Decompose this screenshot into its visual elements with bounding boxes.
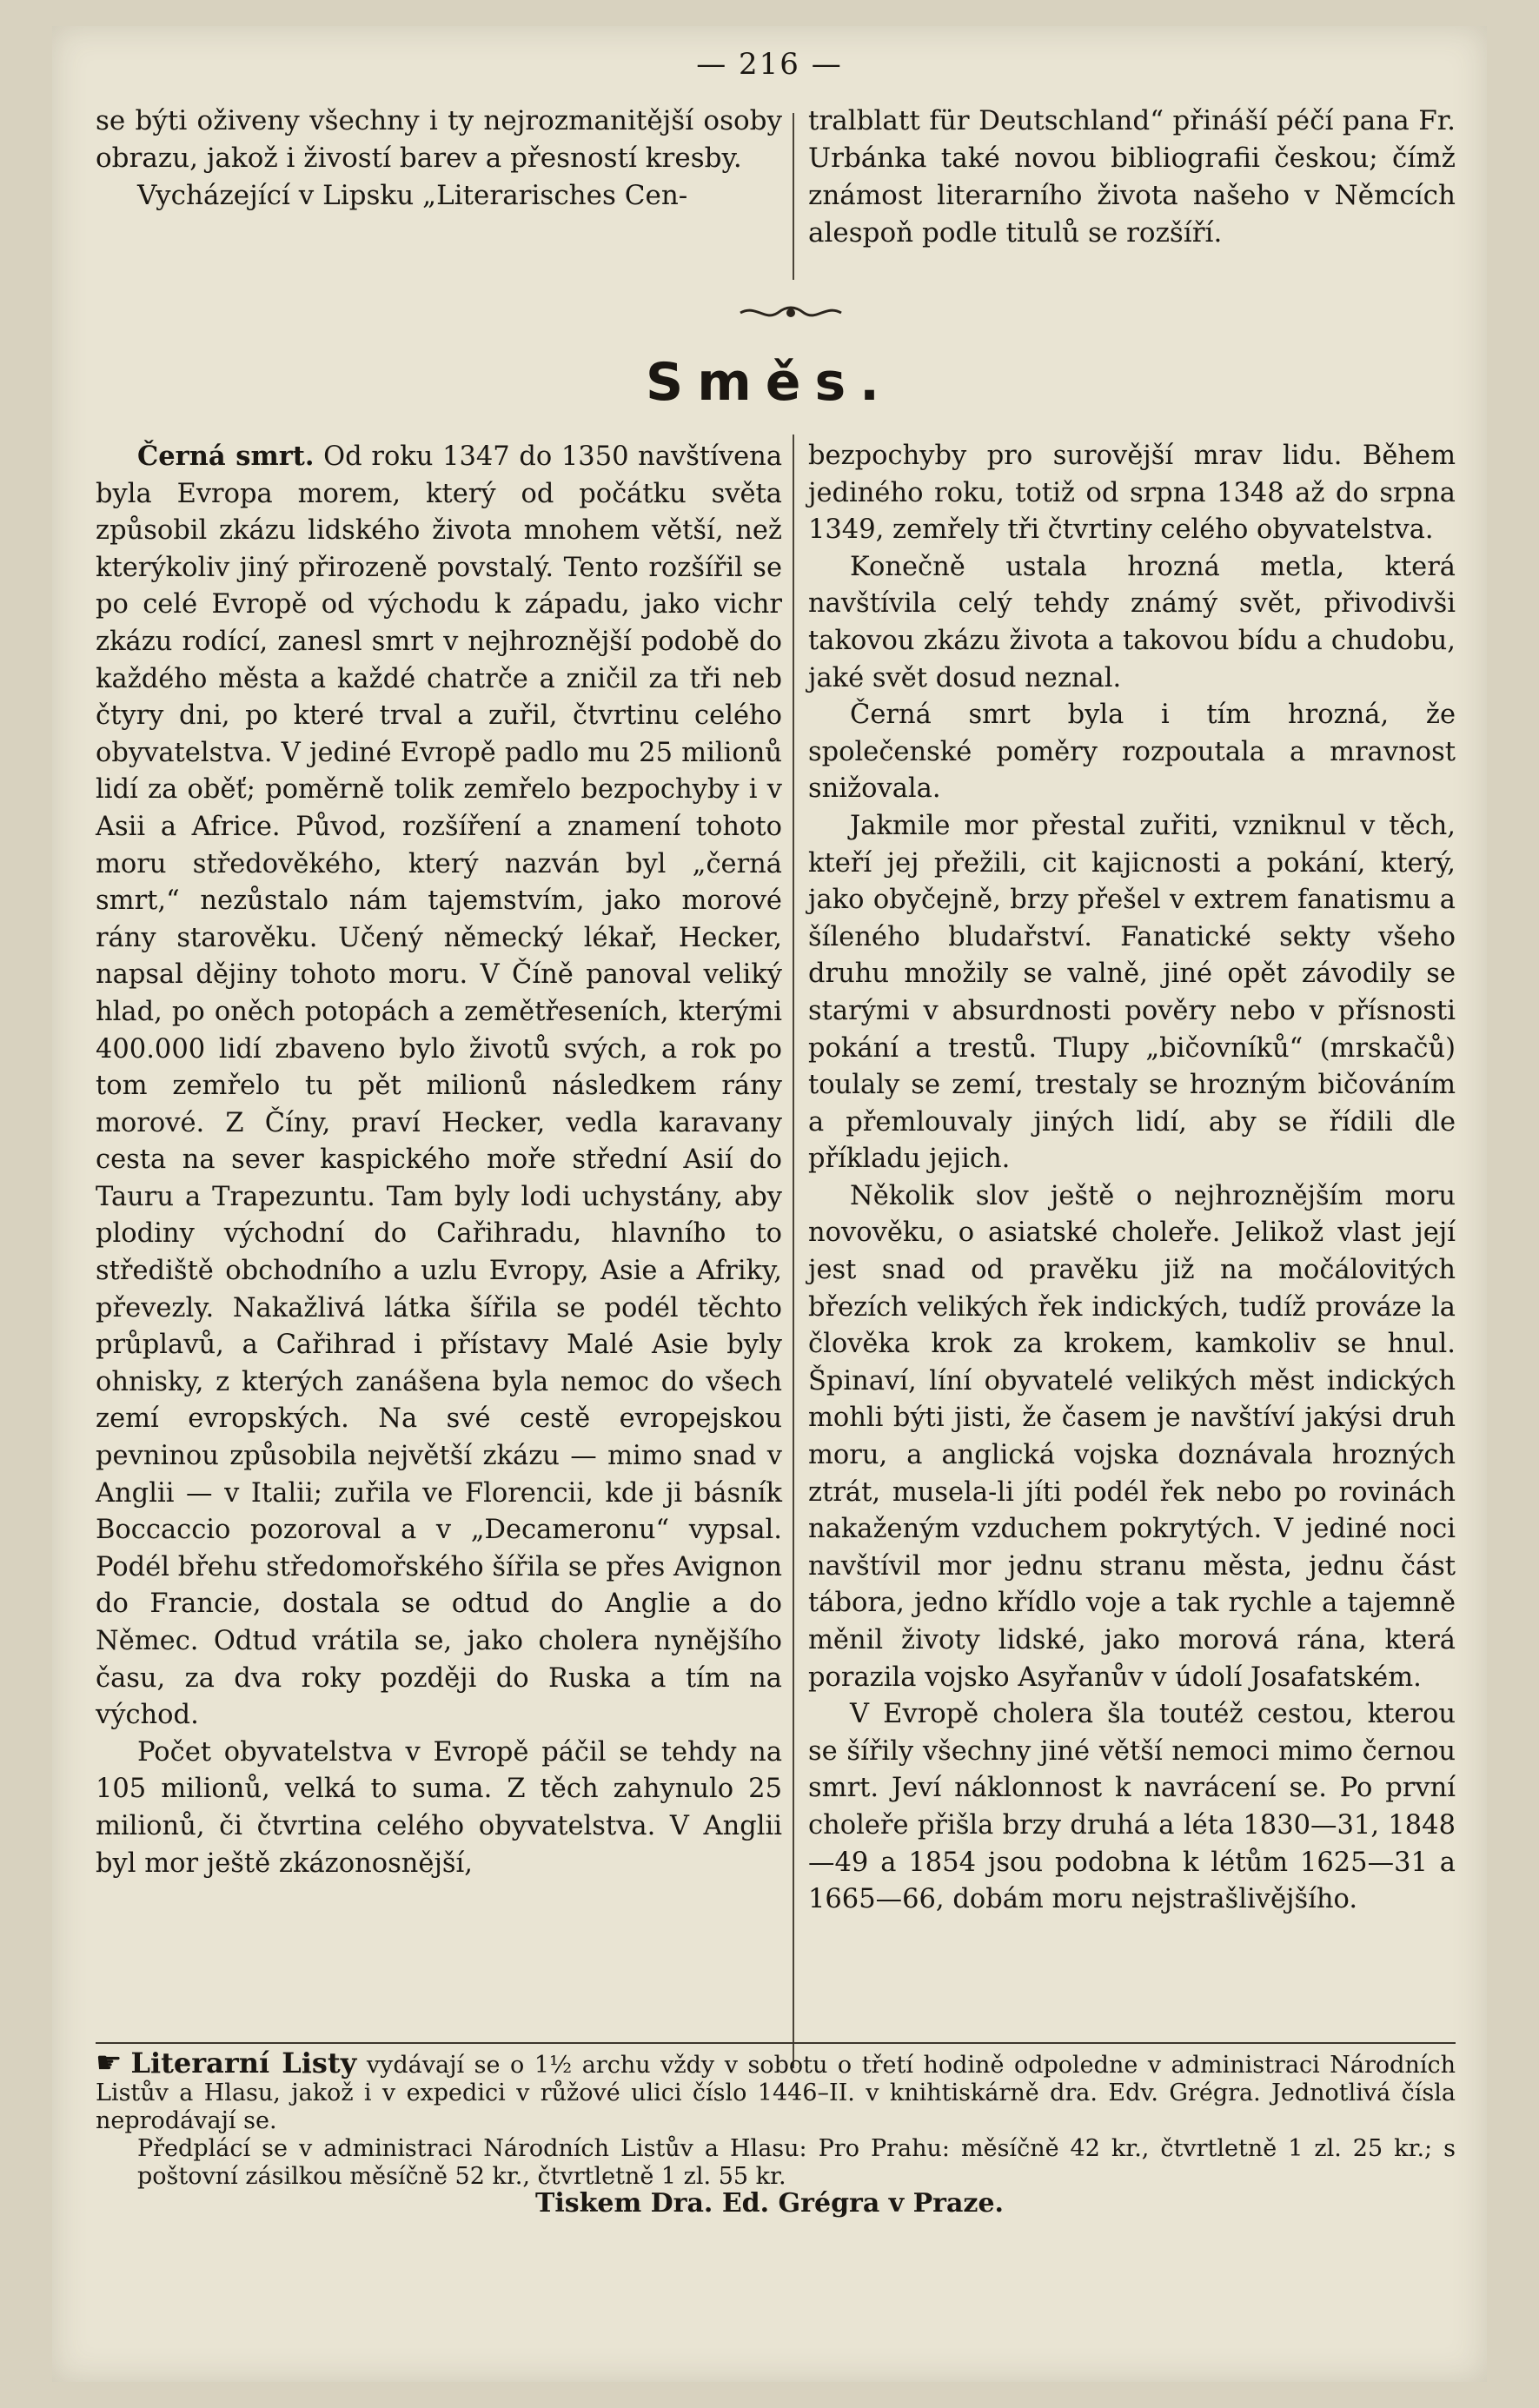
printer-imprint: Tiskem Dra. Ed. Grégra v Praze. — [535, 2188, 1004, 2219]
footer-rule — [96, 2042, 1456, 2044]
subscription-text: Předplácí se v administraci Národních Listův a Hlasu: Pro Prahu: měsíčně 42 kr., čtvrtletně 1 zl. 25 kr.; s poštovní zásilkou měsíčně 52 kr., čtvrtletně 1 zl. 55 kr. — [137, 2135, 1456, 2190]
column-divider — [793, 435, 794, 2068]
newspaper-page — [52, 26, 1487, 2382]
ornament-divider — [739, 302, 843, 323]
article-right-column — [808, 438, 1456, 1919]
section-heading: Směs. — [646, 352, 893, 413]
paragraph: Konečně ustala hrozná metla, která navštívila celý tehdy známý svět, přivodivši takovou zkázu života a takovou bídu a chudobu, jaké svět dosud neznal. — [808, 551, 1456, 693]
paragraph: tralblatt für Deutschland“ přináší péčí pana Fr. Urbánka také novou bibliografii českou; čímž známost literarního života našeho v Němcích alespoň podle titulů se rozšíří. — [808, 105, 1456, 249]
column-divider — [793, 113, 794, 280]
publication-notice — [96, 2046, 1456, 2191]
publication-name: Literarní Listy — [130, 2046, 357, 2080]
top-right-column — [808, 103, 1456, 252]
notice-text: vydávají se o 1½ archu vždy v sobotu o třetí hodině odpoledne v administraci Národních Listův a Hlasu, jakož i v expedici v růžové ulici číslo 1446–II. v knihtiskárně dra. Edv. Grégra. Jednotlivá čísla neprodávají se. — [96, 2052, 1456, 2134]
article-title: Černá smrt. — [137, 441, 315, 472]
article-first-paragraph — [96, 438, 782, 1735]
paragraph: Černá smrt byla i tím hrozná, že společenské poměry rozpoutala a mravnost snižovala. — [808, 700, 1456, 805]
paragraph: se býti oživeny všechny i ty nejrozmanitější osoby obrazu, jakož i živostí barev a přesností kresby. — [96, 105, 782, 174]
paragraph: Několik slov ještě o nejhroznějším moru novověku, o asiatské choleře. Jelikož vlast její jest snad od pravěku již na močálovitých březích velikých řek indických, tudíž prováze la člověka krok za krokem, kamkoliv se hnul. Špinaví, líní obyvatelé velikých měst indických mohli býti jisti, že časem je navštíví jakýsi druh moru, a anglická vojska doznávala hrozných ztrát, musela-li jíti podél řek nebo po rovinách nakaženým vzduchem pokrytých. V jediné noci navštívil mor jednu stranu města, jednu část tábora, jedno křídlo voje a tak rychle a tajemně měnil životy lidské, jako morová rána, která porazila vojsko Asyřanův v údolí Josafatském. — [808, 1180, 1456, 1693]
paragraph: V Evropě cholera šla toutéž cestou, kterou se šířily všechny jiné větší nemoci mimo černou smrt. Jeví náklonnost k navrácení se. Po první choleře přišla brzy druhá a léta 1830—31, 1848—49 a 1854 jsou podobna k létům 1625—31 a 1665—66, dobám moru nejstrašlivějšího. — [808, 1699, 1456, 1915]
paragraph: Počet obyvatelstva v Evropě páčil se tehdy na 105 milionů, velká to suma. Z těch zahynulo 25 milionů, či čtvrtina celého obyvatelstva. V Anglii byl mor ještě zkázonosnější, — [96, 1736, 782, 1879]
paragraph: Vycházející v Lipsku „Literarisches Cen- — [137, 180, 688, 211]
paragraph-text: Od roku 1347 do 1350 navštívena byla Evropa morem, který od počátku světa způsobil zkázu lidského života mnohem větší, než kterýkoliv jiný přirozeně povstalý. Tento rozšířil se po celé Evropě od východu k západu, jako vichr zkázu rodící, zanesl smrt v nejhroznější podobě do každého města a každé chatrče a zničil za tři neb čtyry dni, po které trval a zuřil, čtvrtinu celého obyvatelstva. V jediné Evropě padlo mu 25 milionů lidí za oběť; poměrně tolik zemřelo bezpochyby i v Asii a Africe. Původ, rozšíření a znamení tohoto moru středověkého, který nazván byl „černá smrt,“ nezůstalo nám tajemstvím, jako morové rány starověku. Učený německý lékař, Hecker, napsal dějiny tohoto moru. V Číně panoval veliký hlad, po oněch potopách a zemětřeseních, kterými 400.000 lidí zbaveno bylo životů svých, a rok po tom zemřelo tu pět milionů následkem rány morové. Z Číny, praví Hecker, vedla karavany cesta na sever kaspického moře střední Asií do Tauru a Trapezuntu. Tam byly lodi uchystány, aby plodiny východní do Cařihradu, hlavního to střediště obchodního a uzlu Evropy, Asie a Afriky, převezly. Nakažlivá látka šířila se podél těchto průplavů, a Cařihrad i přístavy Malé Asie byly ohnisky, z kterých zanášena byla nemoc do všech zemí evropských. Na své cestě evropejskou pevninou způsobila největší zkázu — mimo snad v Anglii — v Italii; zuřila ve Florencii, kde ji básník Boccaccio pozoroval a v „Decameronu“ vypsal. Podél břehu středomořského šířila se přes Avignon do Francie, dostala se odtud do Anglie a do Němec. Odtud vrátila se, jako cholera nynějšího času, za dva roky později do Ruska a tím na východ. — [96, 441, 783, 1731]
pointing-hand-icon: ☛ — [96, 2046, 123, 2080]
article-left-column — [96, 438, 782, 1882]
paragraph: bezpochyby pro surovější mrav lidu. Během jediného roku, totiž od srpna 1348 až do srpna 1349, zemřely tři čtvrtiny celého obyvatelstva. — [808, 441, 1456, 546]
paragraph: Jakmile mor přestal zuřiti, vzniknul v těch, kteří jej přežili, cit kajicnosti a pokání, který, jako obyčejně, brzy přešel v extrem fanatismu a šíleného bludařství. Fanatické sekty všeho druhu množily se valně, jiné opět závodily se starými v absurdnosti pověry nebo v přísnosti pokání a trestů. Tlupy „bičovníků“ (mrskačů) toulaly se zemí, trestaly se hrozným bičováním a přemlouvaly jiných lidí, aby se řídili dle příkladu jejich. — [808, 810, 1456, 1175]
page-number: — 216 — — [696, 47, 843, 82]
top-left-column — [96, 103, 782, 215]
